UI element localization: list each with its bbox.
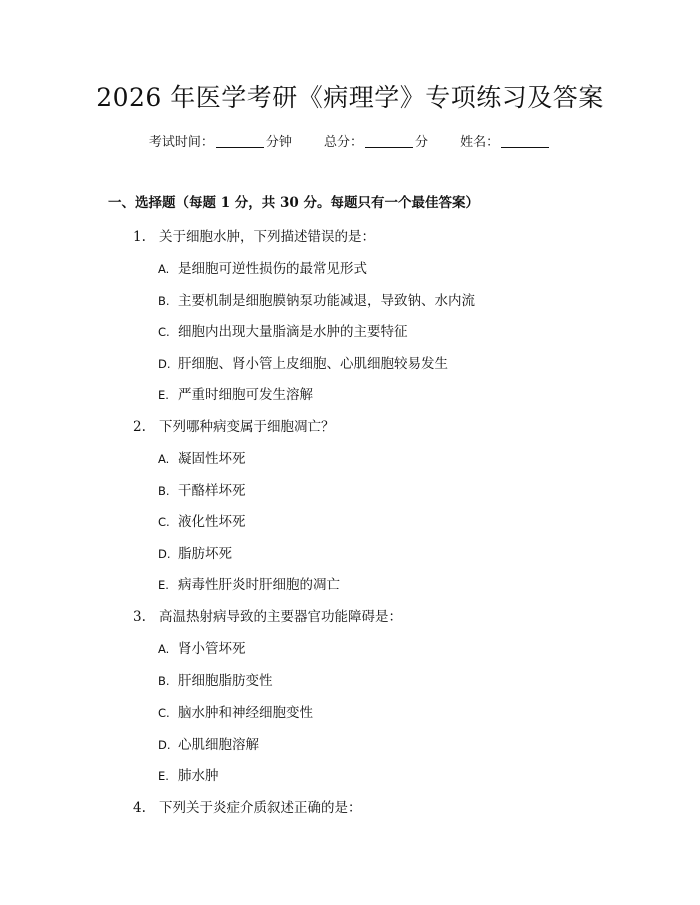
option-text: 肝细胞、肾小管上皮细胞、心肌细胞较易发生 bbox=[178, 356, 448, 372]
question-3-option-c bbox=[158, 701, 313, 721]
option-letter: E. bbox=[158, 578, 169, 592]
question-1-option-c bbox=[158, 320, 408, 340]
question-number: 2. bbox=[133, 419, 146, 435]
option-letter: A. bbox=[158, 262, 170, 276]
option-letter: C. bbox=[158, 515, 170, 529]
exam-info-line bbox=[0, 131, 700, 150]
question-1-option-a bbox=[158, 257, 367, 277]
option-letter: B. bbox=[158, 484, 170, 498]
question-2-option-b bbox=[158, 479, 246, 499]
option-letter: C. bbox=[158, 325, 170, 339]
question-number: 1. bbox=[133, 229, 146, 245]
total-score-unit: 分 bbox=[415, 135, 429, 150]
question-number: 3. bbox=[133, 609, 146, 625]
option-letter: B. bbox=[158, 674, 170, 688]
option-text: 脑水肿和神经细胞变性 bbox=[178, 705, 313, 721]
name-field bbox=[460, 135, 551, 150]
option-text: 严重时细胞可发生溶解 bbox=[178, 387, 313, 403]
question-4 bbox=[133, 796, 362, 816]
option-text: 液化性坏死 bbox=[178, 514, 246, 530]
name-label: 姓名： bbox=[460, 135, 500, 150]
question-number: 4. bbox=[133, 800, 146, 816]
question-3-option-d bbox=[158, 733, 259, 753]
exam-time-unit: 分钟 bbox=[265, 135, 292, 150]
question-1-option-e bbox=[158, 383, 313, 403]
option-text: 心肌细胞溶解 bbox=[178, 737, 259, 753]
option-text: 病毒性肝炎时肝细胞的凋亡 bbox=[178, 577, 340, 593]
question-1 bbox=[133, 225, 375, 245]
option-letter: E. bbox=[158, 769, 169, 783]
option-letter: A. bbox=[158, 642, 170, 656]
option-letter: C. bbox=[158, 706, 170, 720]
question-text: 高温热射病导致的主要器官功能障碍是： bbox=[159, 609, 402, 625]
option-text: 肺水肿 bbox=[178, 768, 219, 784]
total-score-label: 总分： bbox=[323, 135, 363, 150]
question-text: 下列关于炎症介质叙述正确的是： bbox=[159, 800, 362, 816]
total-score-field bbox=[324, 135, 432, 150]
question-text: 下列哪种病变属于细胞凋亡？ bbox=[159, 419, 335, 435]
question-2-option-c bbox=[158, 510, 246, 530]
question-3-option-e bbox=[158, 764, 219, 784]
question-1-option-b bbox=[158, 289, 475, 309]
question-2-option-e bbox=[158, 573, 340, 593]
option-letter: D. bbox=[158, 357, 171, 371]
option-text: 主要机制是细胞膜钠泵功能减退，导致钠、水内流 bbox=[178, 293, 475, 309]
question-2-option-a bbox=[158, 447, 246, 467]
question-3-option-b bbox=[158, 669, 273, 689]
question-3 bbox=[133, 605, 402, 625]
option-letter: A. bbox=[158, 452, 170, 466]
option-text: 肾小管坏死 bbox=[178, 641, 246, 657]
document-title: 2026 年医学考研《病理学》专项练习及答案 bbox=[96, 83, 604, 112]
option-letter: B. bbox=[158, 294, 170, 308]
section-heading: 一、选择题（每题 1 分，共 30 分。每题只有一个最佳答案） bbox=[108, 195, 479, 211]
exam-time-blank bbox=[216, 146, 264, 148]
exam-time-field bbox=[149, 135, 296, 150]
option-text: 凝固性坏死 bbox=[178, 451, 246, 467]
question-2-option-d bbox=[158, 542, 232, 562]
question-2 bbox=[133, 415, 335, 435]
option-letter: D. bbox=[158, 547, 171, 561]
question-1-option-d bbox=[158, 352, 448, 372]
question-3-option-a bbox=[158, 637, 246, 657]
option-text: 肝细胞脂肪变性 bbox=[178, 673, 273, 689]
option-text: 是细胞可逆性损伤的最常见形式 bbox=[178, 261, 367, 277]
option-letter: D. bbox=[158, 738, 171, 752]
name-blank bbox=[501, 146, 549, 148]
option-text: 细胞内出现大量脂滴是水肿的主要特征 bbox=[178, 324, 408, 340]
option-letter: E. bbox=[158, 388, 169, 402]
option-text: 脂肪坏死 bbox=[178, 546, 232, 562]
total-score-blank bbox=[365, 146, 413, 148]
option-text: 干酪样坏死 bbox=[178, 483, 246, 499]
exam-time-label: 考试时间： bbox=[148, 135, 214, 150]
question-text: 关于细胞水肿，下列描述错误的是： bbox=[159, 229, 375, 245]
